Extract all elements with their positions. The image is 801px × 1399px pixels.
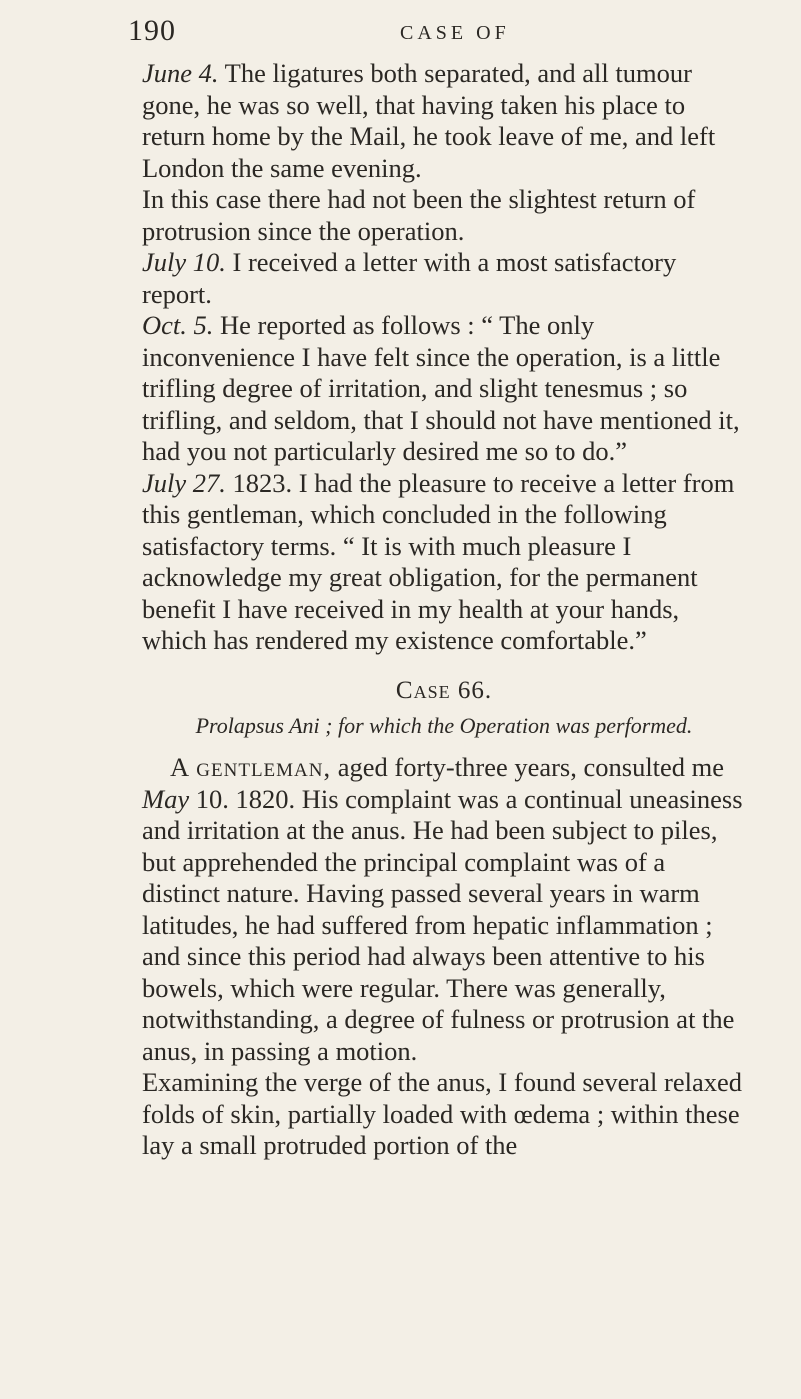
entry-date: July 27.: [142, 467, 226, 498]
paragraph-text: He reported as follows : “ The only inconvenience I have felt since the operation, is a little trifling degree of irritation, and slight tenesmus ; so trifling, and seldom, that I should not have mentioned it, had you not particularly desired me so to do.”: [142, 310, 740, 466]
intro-smallcaps: A gentleman,: [170, 752, 332, 782]
paragraph-text: Examining the verge of the anus, I found several relaxed folds of skin, partially loaded with œdema ; within these lay a small protruded portion of the: [142, 1067, 742, 1160]
page-header: [128, 14, 748, 54]
paragraph-note: [142, 184, 746, 247]
page-number: 190: [128, 14, 176, 47]
entry-date: July 10.: [142, 247, 226, 277]
paragraph-text: 1823. I had the pleasure to receive a letter from this gentleman, which concluded in the following satisfactory terms. “ It is with much pleasure I acknowledge my great obligation, for the permanent benefit I have received in my health at your hands, which has rendered my existence comfortable.”: [142, 467, 735, 655]
paragraph-text: aged forty-three years, consulted me: [331, 752, 725, 782]
paragraph-june-4: [142, 58, 746, 184]
paragraph-text: I received a letter with a most satisfactory report.: [142, 247, 677, 309]
paragraph-examining: [142, 1067, 746, 1162]
case-subtitle: Prolapsus Ani ; for which the Operation was performed.: [195, 713, 693, 738]
paragraph-july-10: [142, 247, 746, 310]
paragraph-july-27: [142, 468, 746, 657]
paragraph-text: In this case there had not been the slightest return of protrusion since the operation.: [142, 184, 696, 246]
entry-date: June 4.: [142, 58, 219, 88]
body-text: [142, 58, 746, 1162]
running-head: CASE OF: [400, 22, 510, 44]
entry-date: May: [142, 783, 190, 814]
entry-date: Oct. 5.: [142, 310, 214, 340]
paragraph-oct-5: [142, 310, 746, 468]
paragraph-text: 10. 1820. His complaint was a continual uneasiness and irritation at the anus. He had been subject to piles, but apprehended the principal complaint was of a distinct nature. Having passed several years in warm latitudes, he had suffered from hepatic inflammation ; and since this period had always been attentive to his bowels, which were regular. There was generally, notwithstanding, a degree of fulness or protrusion at the anus, in passing a motion.: [142, 783, 743, 1066]
case-title: Case 66.: [395, 676, 493, 704]
paragraph-text: The ligatures both separated, and all tumour gone, he was so well, that having taken his place to return home by the Mail, he took leave of me, and left London the same evening.: [142, 58, 716, 183]
paragraph-case-intro: [142, 752, 746, 1067]
